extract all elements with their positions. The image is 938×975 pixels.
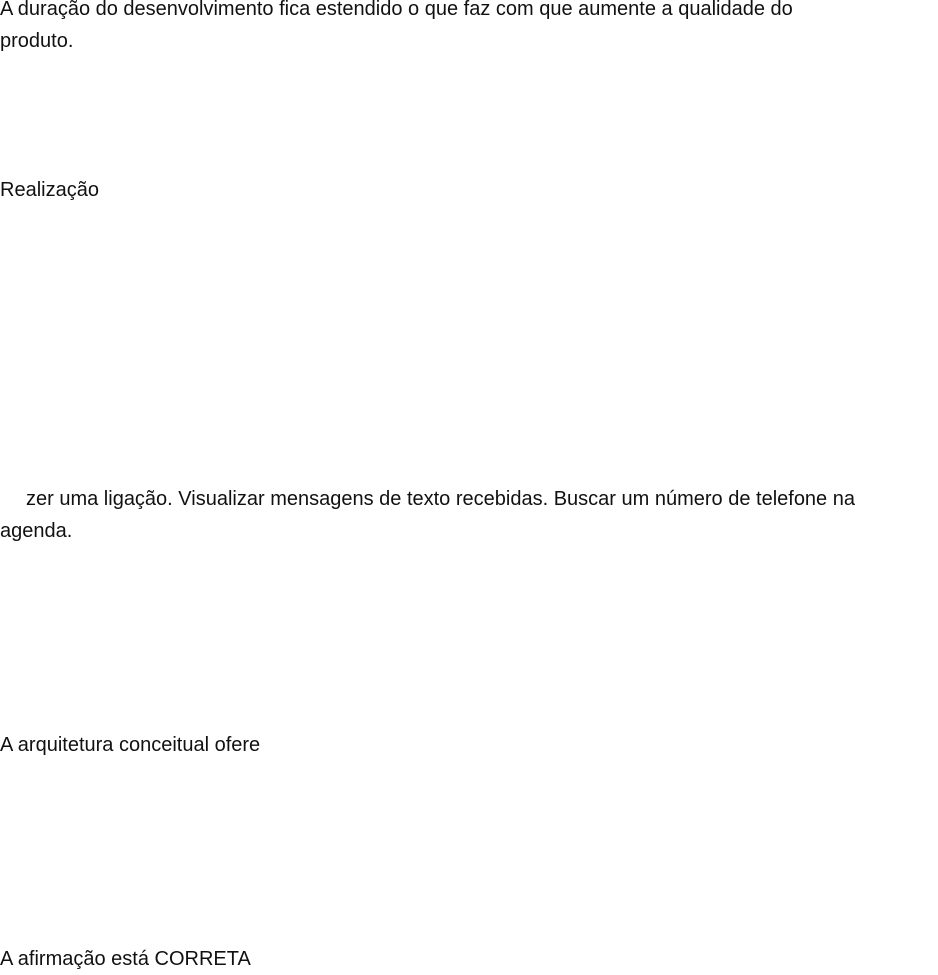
heading-realizacao: Realização bbox=[0, 179, 99, 201]
paragraph-2-line-2: agenda. bbox=[0, 520, 73, 542]
paragraph-1-line-2: produto. bbox=[0, 30, 74, 52]
paragraph-1-line-1: A duração do desenvolvimento fica estendido o que faz com que aumente a qualidade do bbox=[0, 0, 793, 20]
paragraph-2-line-1: zer uma ligação. Visualizar mensagens de texto recebidas. Buscar um número de telefone na bbox=[26, 488, 855, 510]
paragraph-4: A afirmação está CORRETA bbox=[0, 948, 251, 970]
paragraph-3: A arquitetura conceitual ofere bbox=[0, 734, 261, 756]
